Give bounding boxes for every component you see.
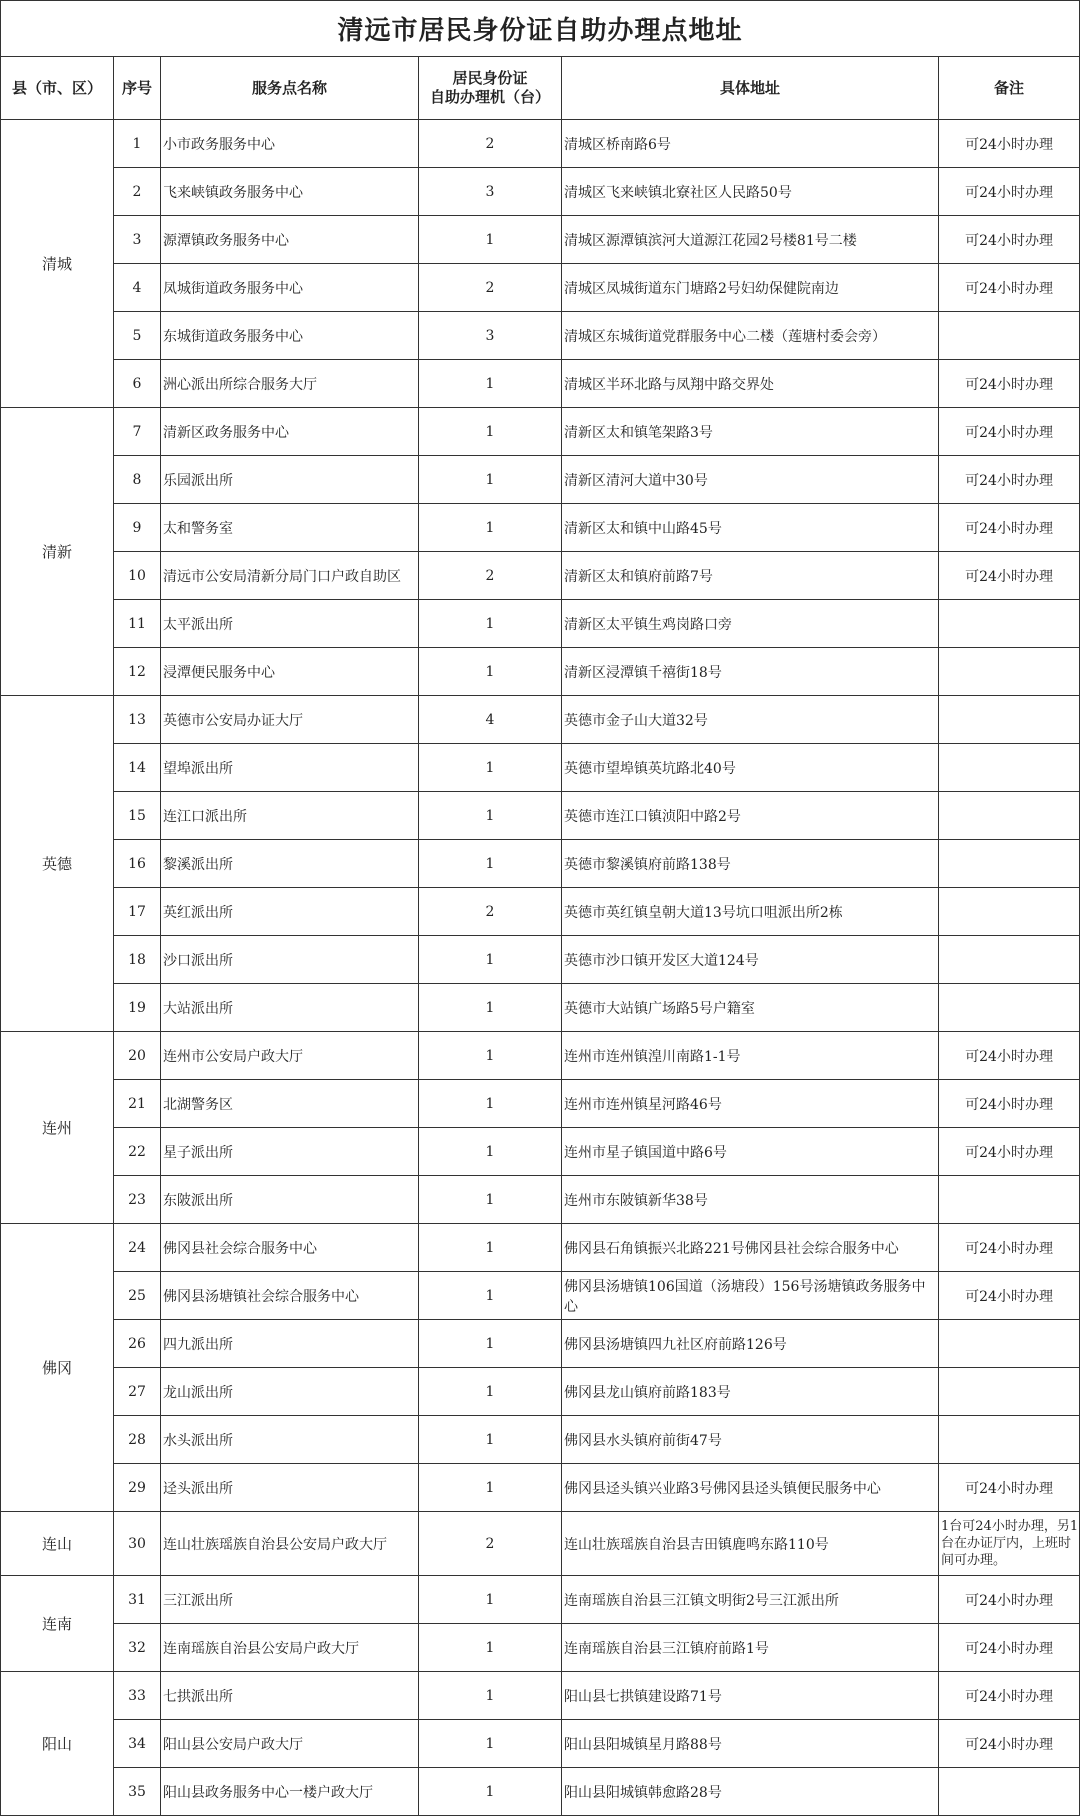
address-cell: 连州市东陂镇新华38号: [562, 1176, 939, 1224]
note-cell: 可24小时办理: [939, 1672, 1080, 1720]
address-cell: 连南瑶族自治县三江镇文明街2号三江派出所: [562, 1576, 939, 1624]
note-cell: 可24小时办理: [939, 1080, 1080, 1128]
address-cell: 清城区东城街道党群服务中心二楼（莲塘村委会旁）: [562, 312, 939, 360]
header-county: 县（市、区）: [1, 57, 114, 120]
note-cell: 可24小时办理: [939, 360, 1080, 408]
note-cell: 可24小时办理: [939, 1624, 1080, 1672]
name-cell: 迳头派出所: [161, 1464, 419, 1512]
note-cell: 可24小时办理: [939, 168, 1080, 216]
seq-cell: 29: [114, 1464, 161, 1512]
note-cell: [939, 600, 1080, 648]
page-title: 清远市居民身份证自助办理点地址: [1, 1, 1080, 57]
seq-cell: 11: [114, 600, 161, 648]
address-cell: 清城区源潭镇滨河大道源江花园2号楼81号二楼: [562, 216, 939, 264]
table-row: [1, 840, 1080, 888]
name-cell: 三江派出所: [161, 1576, 419, 1624]
machines-cell: 1: [419, 1768, 562, 1816]
header-machines: [419, 57, 562, 120]
machines-cell: 1: [419, 792, 562, 840]
seq-cell: 17: [114, 888, 161, 936]
table-row: [1, 1512, 1080, 1576]
name-cell: 沙口派出所: [161, 936, 419, 984]
seq-cell: 16: [114, 840, 161, 888]
table-row: [1, 1128, 1080, 1176]
note-cell: 可24小时办理: [939, 552, 1080, 600]
seq-cell: 20: [114, 1032, 161, 1080]
seq-cell: 2: [114, 168, 161, 216]
name-cell: 小市政务服务中心: [161, 120, 419, 168]
address-cell: 佛冈县迳头镇兴业路3号佛冈县迳头镇便民服务中心: [562, 1464, 939, 1512]
table-row: [1, 792, 1080, 840]
name-cell: 清新区政务服务中心: [161, 408, 419, 456]
address-cell: 清新区太平镇生鸡岗路口旁: [562, 600, 939, 648]
machines-cell: 1: [419, 1224, 562, 1272]
note-cell: 可24小时办理: [939, 1720, 1080, 1768]
name-cell: 阳山县公安局户政大厅: [161, 1720, 419, 1768]
seq-cell: 33: [114, 1672, 161, 1720]
note-cell: [939, 312, 1080, 360]
seq-cell: 25: [114, 1272, 161, 1320]
name-cell: 星子派出所: [161, 1128, 419, 1176]
note-cell: 可24小时办理: [939, 1224, 1080, 1272]
note-cell: 可24小时办理: [939, 408, 1080, 456]
county-cell: 连南: [1, 1576, 114, 1672]
seq-cell: 28: [114, 1416, 161, 1464]
note-cell: [939, 1176, 1080, 1224]
machines-cell: 1: [419, 936, 562, 984]
seq-cell: 3: [114, 216, 161, 264]
table-row: [1, 1720, 1080, 1768]
name-cell: 水头派出所: [161, 1416, 419, 1464]
name-cell: 佛冈县汤塘镇社会综合服务中心: [161, 1272, 419, 1320]
header-seq: 序号: [114, 57, 161, 120]
seq-cell: 12: [114, 648, 161, 696]
table-row: [1, 936, 1080, 984]
machines-cell: 1: [419, 1176, 562, 1224]
note-cell: 可24小时办理: [939, 264, 1080, 312]
seq-cell: 22: [114, 1128, 161, 1176]
seq-cell: 34: [114, 1720, 161, 1768]
seq-cell: 13: [114, 696, 161, 744]
name-cell: 东陂派出所: [161, 1176, 419, 1224]
table-row: [1, 744, 1080, 792]
table-row: [1, 1032, 1080, 1080]
seq-cell: 26: [114, 1320, 161, 1368]
address-cell: 清城区飞来峡镇北寮社区人民路50号: [562, 168, 939, 216]
address-cell: 清城区桥南路6号: [562, 120, 939, 168]
seq-cell: 7: [114, 408, 161, 456]
machines-cell: 1: [419, 216, 562, 264]
machines-cell: 1: [419, 408, 562, 456]
name-cell: 四九派出所: [161, 1320, 419, 1368]
seq-cell: 18: [114, 936, 161, 984]
table-row: [1, 1464, 1080, 1512]
name-cell: 洲心派出所综合服务大厅: [161, 360, 419, 408]
name-cell: 源潭镇政务服务中心: [161, 216, 419, 264]
table-row: [1, 600, 1080, 648]
machines-cell: 1: [419, 504, 562, 552]
seq-cell: 9: [114, 504, 161, 552]
seq-cell: 31: [114, 1576, 161, 1624]
note-cell: 可24小时办理: [939, 216, 1080, 264]
note-cell: 可24小时办理: [939, 1464, 1080, 1512]
seq-cell: 32: [114, 1624, 161, 1672]
address-cell: 英德市英红镇皇朝大道13号坑口咀派出所2栋: [562, 888, 939, 936]
machines-cell: 1: [419, 744, 562, 792]
note-cell: 1台可24小时办理，另1台在办证厅内，上班时间可办理。: [939, 1512, 1080, 1576]
table-body: [1, 120, 1080, 1816]
header-name: 服务点名称: [161, 57, 419, 120]
seq-cell: 10: [114, 552, 161, 600]
name-cell: 连州市公安局户政大厅: [161, 1032, 419, 1080]
note-cell: [939, 648, 1080, 696]
address-cell: 佛冈县石角镇振兴北路221号佛冈县社会综合服务中心: [562, 1224, 939, 1272]
table-row: [1, 504, 1080, 552]
county-cell: 清城: [1, 120, 114, 408]
header-machines-line1: 居民身份证: [452, 69, 528, 87]
name-cell: 七拱派出所: [161, 1672, 419, 1720]
county-cell: 连州: [1, 1032, 114, 1224]
address-cell: 英德市金子山大道32号: [562, 696, 939, 744]
name-cell: 阳山县政务服务中心一楼户政大厅: [161, 1768, 419, 1816]
name-cell: 望埠派出所: [161, 744, 419, 792]
name-cell: 浸潭便民服务中心: [161, 648, 419, 696]
seq-cell: 8: [114, 456, 161, 504]
machines-cell: 1: [419, 1672, 562, 1720]
address-cell: 佛冈县汤塘镇106国道（汤塘段）156号汤塘镇政务服务中心: [562, 1272, 939, 1320]
machines-cell: 2: [419, 1512, 562, 1576]
seq-cell: 23: [114, 1176, 161, 1224]
name-cell: 乐园派出所: [161, 456, 419, 504]
name-cell: 黎溪派出所: [161, 840, 419, 888]
table-row: [1, 1624, 1080, 1672]
name-cell: 太平派出所: [161, 600, 419, 648]
table-row: [1, 408, 1080, 456]
name-cell: 佛冈县社会综合服务中心: [161, 1224, 419, 1272]
name-cell: 大站派出所: [161, 984, 419, 1032]
seq-cell: 14: [114, 744, 161, 792]
table-row: [1, 1272, 1080, 1320]
table-row: [1, 1416, 1080, 1464]
machines-cell: 1: [419, 1320, 562, 1368]
note-cell: [939, 840, 1080, 888]
table-row: [1, 456, 1080, 504]
county-cell: 清新: [1, 408, 114, 696]
machines-cell: 3: [419, 168, 562, 216]
header-note: 备注: [939, 57, 1080, 120]
machines-cell: 1: [419, 1576, 562, 1624]
county-cell: 英德: [1, 696, 114, 1032]
name-cell: 连南瑶族自治县公安局户政大厅: [161, 1624, 419, 1672]
address-cell: 清城区凤城街道东门塘路2号妇幼保健院南边: [562, 264, 939, 312]
seq-cell: 21: [114, 1080, 161, 1128]
seq-cell: 27: [114, 1368, 161, 1416]
table-row: [1, 264, 1080, 312]
address-cell: 英德市大站镇广场路5号户籍室: [562, 984, 939, 1032]
note-cell: [939, 744, 1080, 792]
address-cell: 佛冈县汤塘镇四九社区府前路126号: [562, 1320, 939, 1368]
machines-cell: 3: [419, 312, 562, 360]
seq-cell: 4: [114, 264, 161, 312]
machines-cell: 1: [419, 1720, 562, 1768]
seq-cell: 35: [114, 1768, 161, 1816]
county-cell: 阳山: [1, 1672, 114, 1816]
address-cell: 连州市星子镇国道中路6号: [562, 1128, 939, 1176]
seq-cell: 15: [114, 792, 161, 840]
name-cell: 连山壮族瑶族自治县公安局户政大厅: [161, 1512, 419, 1576]
table-row: [1, 360, 1080, 408]
note-cell: [939, 936, 1080, 984]
address-cell: 英德市望埠镇英坑路北40号: [562, 744, 939, 792]
name-cell: 东城街道政务服务中心: [161, 312, 419, 360]
machines-cell: 1: [419, 456, 562, 504]
name-cell: 北湖警务区: [161, 1080, 419, 1128]
note-cell: [939, 696, 1080, 744]
name-cell: 飞来峡镇政务服务中心: [161, 168, 419, 216]
note-cell: [939, 888, 1080, 936]
table-row: [1, 1672, 1080, 1720]
name-cell: 龙山派出所: [161, 1368, 419, 1416]
address-cell: 阳山县阳城镇星月路88号: [562, 1720, 939, 1768]
seq-cell: 6: [114, 360, 161, 408]
table-row: [1, 696, 1080, 744]
machines-cell: 4: [419, 696, 562, 744]
seq-cell: 30: [114, 1512, 161, 1576]
machines-cell: 1: [419, 840, 562, 888]
table-row: [1, 648, 1080, 696]
table-row: [1, 312, 1080, 360]
seq-cell: 5: [114, 312, 161, 360]
note-cell: 可24小时办理: [939, 1128, 1080, 1176]
machines-cell: 1: [419, 1464, 562, 1512]
machines-cell: 2: [419, 264, 562, 312]
note-cell: 可24小时办理: [939, 456, 1080, 504]
machines-cell: 2: [419, 120, 562, 168]
table-row: [1, 1320, 1080, 1368]
machines-cell: 1: [419, 360, 562, 408]
table-row: [1, 552, 1080, 600]
address-cell: 清新区太和镇中山路45号: [562, 504, 939, 552]
machines-cell: 1: [419, 1080, 562, 1128]
table-row: [1, 120, 1080, 168]
table-row: [1, 1080, 1080, 1128]
address-cell: 佛冈县水头镇府前街47号: [562, 1416, 939, 1464]
address-cell: 连州市连州镇湟川南路1-1号: [562, 1032, 939, 1080]
note-cell: [939, 1320, 1080, 1368]
name-cell: 连江口派出所: [161, 792, 419, 840]
machines-cell: 1: [419, 984, 562, 1032]
address-cell: 连山壮族瑶族自治县吉田镇鹿鸣东路110号: [562, 1512, 939, 1576]
note-cell: [939, 1368, 1080, 1416]
note-cell: [939, 792, 1080, 840]
machines-cell: 1: [419, 1272, 562, 1320]
note-cell: [939, 1768, 1080, 1816]
machines-cell: 1: [419, 1624, 562, 1672]
address-cell: 阳山县阳城镇韩愈路28号: [562, 1768, 939, 1816]
note-cell: 可24小时办理: [939, 504, 1080, 552]
address-cell: 清新区浸潭镇千禧街18号: [562, 648, 939, 696]
machines-cell: 2: [419, 888, 562, 936]
address-cell: 连南瑶族自治县三江镇府前路1号: [562, 1624, 939, 1672]
table-row: [1, 1576, 1080, 1624]
address-cell: 清城区半环北路与凤翔中路交界处: [562, 360, 939, 408]
address-cell: 英德市黎溪镇府前路138号: [562, 840, 939, 888]
seq-cell: 19: [114, 984, 161, 1032]
table-row: [1, 168, 1080, 216]
name-cell: 英德市公安局办证大厅: [161, 696, 419, 744]
machines-cell: 1: [419, 1128, 562, 1176]
address-cell: 阳山县七拱镇建设路71号: [562, 1672, 939, 1720]
table-header-row: [1, 57, 1080, 120]
county-cell: 连山: [1, 1512, 114, 1576]
county-cell: 佛冈: [1, 1224, 114, 1512]
address-cell: 英德市沙口镇开发区大道124号: [562, 936, 939, 984]
note-cell: [939, 1416, 1080, 1464]
note-cell: 可24小时办理: [939, 120, 1080, 168]
seq-cell: 24: [114, 1224, 161, 1272]
name-cell: 英红派出所: [161, 888, 419, 936]
name-cell: 清远市公安局清新分局门口户政自助区: [161, 552, 419, 600]
note-cell: 可24小时办理: [939, 1032, 1080, 1080]
note-cell: 可24小时办理: [939, 1576, 1080, 1624]
name-cell: 凤城街道政务服务中心: [161, 264, 419, 312]
table-row: [1, 1224, 1080, 1272]
note-cell: [939, 984, 1080, 1032]
seq-cell: 1: [114, 120, 161, 168]
address-cell: 清新区太和镇府前路7号: [562, 552, 939, 600]
machines-cell: 2: [419, 552, 562, 600]
table-row: [1, 1176, 1080, 1224]
name-cell: 太和警务室: [161, 504, 419, 552]
machines-cell: 1: [419, 1032, 562, 1080]
machines-cell: 1: [419, 1368, 562, 1416]
table-row: [1, 216, 1080, 264]
header-address: 具体地址: [562, 57, 939, 120]
address-cell: 连州市连州镇星河路46号: [562, 1080, 939, 1128]
address-cell: 清新区太和镇笔架路3号: [562, 408, 939, 456]
table-row: [1, 1768, 1080, 1816]
address-cell: 英德市连江口镇浈阳中路2号: [562, 792, 939, 840]
machines-cell: 1: [419, 648, 562, 696]
address-cell: 清新区清河大道中30号: [562, 456, 939, 504]
table-row: [1, 1368, 1080, 1416]
machines-cell: 1: [419, 600, 562, 648]
address-cell: 佛冈县龙山镇府前路183号: [562, 1368, 939, 1416]
table-row: [1, 888, 1080, 936]
header-machines-line2: 自助办理机（台）: [429, 88, 550, 106]
machines-cell: 1: [419, 1416, 562, 1464]
table-row: [1, 984, 1080, 1032]
note-cell: 可24小时办理: [939, 1272, 1080, 1320]
